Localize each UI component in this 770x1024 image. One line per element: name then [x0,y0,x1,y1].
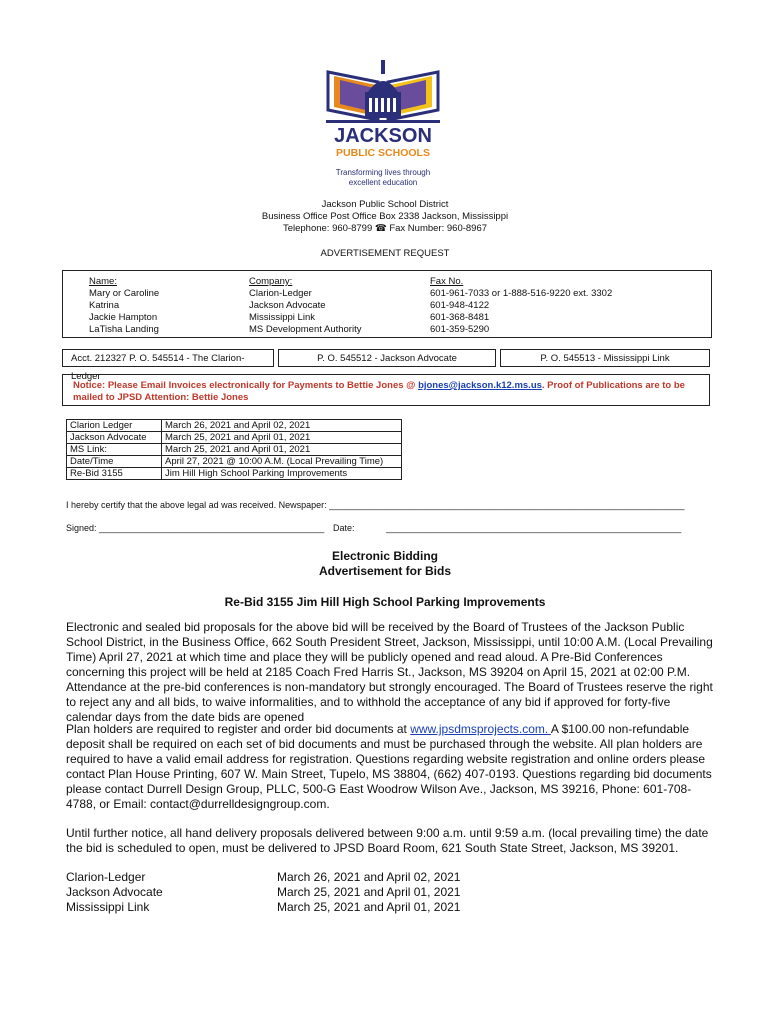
para2-text: Plan holders are required to register and order bid documents at [66,722,411,736]
ad-paragraph-1: Electronic and sealed bid proposals for the above bid will be received by the Board of Trustees of the Jackson Public School District, in the Business Office, 662 South President Street, Jackson, Mississippi, until 10:00 A.M. (Local Prevailing Time) April 27, 2021 at which time and place they will be publicly opened and read aloud. A Pre-Bid Conferences concerning this project will be held at 2185 Coach Fred Harris St., Jackson, MS 39204 on April 15, 2021 at 02:00 P.M. Attendance at the pre-bid conferences is non-mandatory but strongly encouraged. The Board of Trustees reserve the right to reject any and all bids, to waive informalities, and to withhold the acceptance of any bid if approved for forty-five calendar days from the date bids are opened [66,620,713,724]
business-office-address: Business Office Post Office Box 2338 Jackson, Mississippi [261,211,509,222]
company-header: Company: [249,276,293,287]
date-label: Date: [333,523,355,533]
notice-text-2: . Proof of Publications are to be mailed to JPSD Attention: Bettie Jones [73,380,685,403]
logo-tagline1: Transforming lives through [335,168,431,177]
schedule-label: Re-Bid 3155 [67,468,162,480]
fax-header: Fax No. [430,276,464,287]
table-row [67,456,402,468]
contact-company: Clarion-Ledger [249,288,312,299]
publication-dates: March 26, 2021 and April 02, 2021 [277,870,461,884]
schedule-value: March 26, 2021 and April 02, 2021 [162,420,402,432]
publication-paper: Clarion-Ledger [66,870,146,884]
ad-paragraph-3: Until further notice, all hand delivery proposals delivered between 9:00 a.m. until 9:59 a.m. (local prevailing time) the date the bid is scheduled to open, must be delivered to JPSD Board Room, 621 South State Street, Jackson, MS 39201. [66,826,709,855]
schedule-value: March 25, 2021 and April 01, 2021 [162,444,402,456]
table-row [67,444,402,456]
publication-paper: Mississippi Link [66,900,150,914]
ad-paragraph-2 [66,722,716,812]
account-clarion-ledger: Acct. 212327 P. O. 545514 - The Clarion-Ledger [62,349,274,367]
contact-name: Jackie Hampton [89,312,158,323]
contact-company: Mississippi Link [249,312,315,323]
table-row [67,432,402,444]
date-line: ___________________________________________________________ [386,523,682,533]
contact-fax: 601-368-8481 [430,312,490,323]
schedule-label: Date/Time [67,456,162,468]
contact-fax: 601-359-5290 [430,324,490,335]
contacts-box [62,270,712,338]
contact-fax: 601-948-4122 [430,300,490,311]
publication-paper: Jackson Advocate [66,885,163,899]
account-mississippi-link: P. O. 545513 - Mississippi Link [500,349,710,367]
schedule-label: Jackson Advocate [67,432,162,444]
publication-dates: March 25, 2021 and April 01, 2021 [277,885,461,899]
schedule-value: Jim Hill High School Parking Improvements [162,468,402,480]
signed-line: Signed: _____________________________________________ [66,523,325,533]
contact-fax: 601-961-7033 or 1-888-516-9220 ext. 3302 [430,288,613,299]
contact-companies [249,276,361,336]
schedule-table [66,419,402,480]
phone-fax: Telephone: 960-8799 ☎ Fax Number: 960-8967 [282,223,488,234]
capitol-book-icon [318,52,448,187]
account-jackson-advocate: P. O. 545512 - Jackson Advocate [278,349,496,367]
logo-name-line1: JACKSON [334,125,432,147]
contact-faxes [430,276,612,336]
request-title: ADVERTISEMENT REQUEST [320,248,450,259]
notice-text: Notice: Please Email Invoices electronically for Payments to Bettie Jones @ [73,380,419,391]
schedule-value: March 25, 2021 and April 01, 2021 [162,432,402,444]
certify-line: I hereby certify that the above legal ad was received. Newspaper: _______________________________________________________________________ [66,500,685,510]
district-name: Jackson Public School District [321,199,449,210]
name-header: Name: [89,276,117,287]
schedule-label: Clarion Ledger [67,420,162,432]
contact-company: MS Development Authority [249,324,362,335]
ad-title-1: Electronic Bidding [331,549,438,563]
contact-name: Katrina [89,300,120,311]
contact-company: Jackson Advocate [249,300,326,311]
table-row [67,420,402,432]
table-row [67,468,402,480]
contact-names [89,276,159,336]
notice-email-link[interactable]: bjones@jackson.k12.ms.us [418,380,542,391]
ad-subtitle: Re-Bid 3155 Jim Hill High School Parking Improvements [224,595,546,609]
ad-title-2: Advertisement for Bids [318,564,452,578]
contact-name: LaTisha Landing [89,324,159,335]
projects-website-link[interactable]: www.jpsdmsprojects.com. [410,722,551,736]
logo-name-line2: PUBLIC SCHOOLS [336,147,430,159]
jps-logo [318,52,448,187]
schedule-value: April 27, 2021 @ 10:00 A.M. (Local Prevailing Time) [162,456,402,468]
contact-name: Mary or Caroline [89,288,160,299]
invoice-notice [62,374,710,406]
para2-text-2: A $100.00 non-refundable deposit shall be required on each set of bid documents and must be purchased through the website. All plan holders are required to have a valid email address for registration. Questions regarding website registration and online orders please contact Plan House Printing, 607 W. Main Street, Tupelo, MS 38804, (662) 407-0193. Questions regarding bid documents please contact Durrell Design Group, PLLC, 500-G East Woodrow Wilson Ave., Jackson, MS 39216, Phone: 601-708-4788, or Email: contact@durrelldesigngroup.com. [66,722,712,811]
publication-dates: March 25, 2021 and April 01, 2021 [277,900,461,914]
logo-tagline2: excellent education [348,178,418,187]
schedule-label: MS Link: [67,444,162,456]
